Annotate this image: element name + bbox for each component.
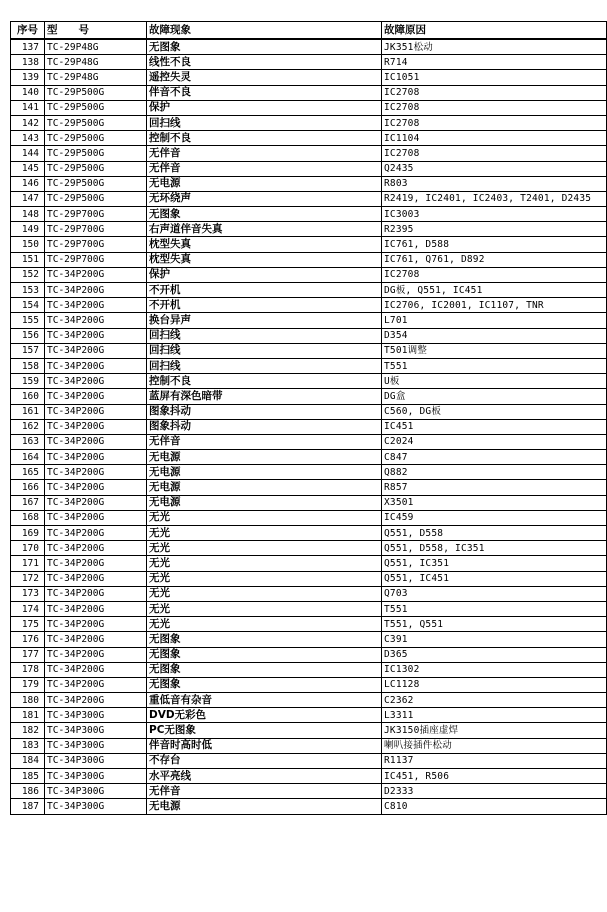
fault-symptom: 不开机 xyxy=(147,298,382,313)
fault-symptom: 无图象 xyxy=(147,662,382,677)
fault-symptom: 保护 xyxy=(147,267,382,282)
model-number: TC-29P500G xyxy=(45,161,147,176)
table-row xyxy=(11,784,607,799)
fault-symptom: 无图象 xyxy=(147,39,382,55)
fault-symptom: DVD无彩色 xyxy=(147,708,382,723)
table-row xyxy=(11,556,607,571)
model-number: TC-34P200G xyxy=(45,632,147,647)
table-row xyxy=(11,404,607,419)
model-number: TC-29P500G xyxy=(45,100,147,115)
row-index: 165 xyxy=(11,465,45,480)
fault-symptom: 水平亮线 xyxy=(147,769,382,784)
table-row xyxy=(11,541,607,556)
row-index: 182 xyxy=(11,723,45,738)
fault-cause: R2395 xyxy=(382,222,607,237)
fault-symptom: 无电源 xyxy=(147,176,382,191)
fault-symptom: 无光 xyxy=(147,617,382,632)
table-row xyxy=(11,753,607,768)
fault-cause: C810 xyxy=(382,799,607,814)
row-index: 185 xyxy=(11,769,45,784)
table-row xyxy=(11,389,607,404)
fault-symptom: 无图象 xyxy=(147,632,382,647)
fault-cause: D354 xyxy=(382,328,607,343)
fault-cause: IC3003 xyxy=(382,207,607,222)
fault-cause: IC459 xyxy=(382,510,607,525)
fault-cause: Q551, D558 xyxy=(382,526,607,541)
fault-symptom: 控制不良 xyxy=(147,131,382,146)
row-index: 151 xyxy=(11,252,45,267)
fault-symptom: 枕型失真 xyxy=(147,252,382,267)
header-model: 型 号 xyxy=(45,22,147,40)
table-row xyxy=(11,632,607,647)
table-row xyxy=(11,450,607,465)
fault-cause: R1137 xyxy=(382,753,607,768)
table-row xyxy=(11,769,607,784)
row-index: 160 xyxy=(11,389,45,404)
fault-cause: IC2708 xyxy=(382,267,607,282)
model-number: TC-34P200G xyxy=(45,328,147,343)
table-row xyxy=(11,207,607,222)
model-number: TC-29P48G xyxy=(45,39,147,55)
model-number: TC-29P500G xyxy=(45,146,147,161)
model-number: TC-34P200G xyxy=(45,662,147,677)
model-number: TC-29P48G xyxy=(45,55,147,70)
model-number: TC-34P200G xyxy=(45,556,147,571)
row-index: 172 xyxy=(11,571,45,586)
row-index: 166 xyxy=(11,480,45,495)
model-number: TC-29P700G xyxy=(45,252,147,267)
fault-symptom: 无光 xyxy=(147,510,382,525)
fault-symptom: 保护 xyxy=(147,100,382,115)
fault-symptom: 无光 xyxy=(147,556,382,571)
fault-symptom: 换台异声 xyxy=(147,313,382,328)
table-row xyxy=(11,161,607,176)
fault-symptom: 无图象 xyxy=(147,647,382,662)
row-index: 173 xyxy=(11,586,45,601)
row-index: 143 xyxy=(11,131,45,146)
row-index: 153 xyxy=(11,283,45,298)
row-index: 144 xyxy=(11,146,45,161)
row-index: 139 xyxy=(11,70,45,85)
fault-cause: Q2435 xyxy=(382,161,607,176)
fault-symptom: 无电源 xyxy=(147,799,382,814)
table-row xyxy=(11,298,607,313)
model-number: TC-29P48G xyxy=(45,70,147,85)
model-number: TC-34P200G xyxy=(45,374,147,389)
row-index: 178 xyxy=(11,662,45,677)
table-row xyxy=(11,146,607,161)
row-index: 179 xyxy=(11,677,45,692)
fault-cause: DG板, Q551, IC451 xyxy=(382,283,607,298)
fault-symptom: 无光 xyxy=(147,601,382,616)
table-row xyxy=(11,799,607,814)
fault-cause: T551 xyxy=(382,358,607,373)
fault-symptom: 控制不良 xyxy=(147,374,382,389)
fault-symptom: 无伴音 xyxy=(147,434,382,449)
row-index: 141 xyxy=(11,100,45,115)
row-index: 168 xyxy=(11,510,45,525)
model-number: TC-29P500G xyxy=(45,115,147,130)
table-row xyxy=(11,677,607,692)
fault-table xyxy=(10,21,607,815)
table-row xyxy=(11,328,607,343)
fault-cause: JK351松动 xyxy=(382,39,607,55)
row-index: 140 xyxy=(11,85,45,100)
table-row xyxy=(11,313,607,328)
fault-symptom: 重低音有杂音 xyxy=(147,693,382,708)
fault-cause: IC1302 xyxy=(382,662,607,677)
model-number: TC-34P200G xyxy=(45,495,147,510)
model-number: TC-34P300G xyxy=(45,799,147,814)
table-row xyxy=(11,131,607,146)
row-index: 149 xyxy=(11,222,45,237)
row-index: 138 xyxy=(11,55,45,70)
fault-symptom: 无图象 xyxy=(147,677,382,692)
table-row xyxy=(11,586,607,601)
fault-cause: LC1128 xyxy=(382,677,607,692)
table-row xyxy=(11,176,607,191)
model-number: TC-34P200G xyxy=(45,526,147,541)
header-index: 序号 xyxy=(11,22,45,40)
fault-symptom: 回扫线 xyxy=(147,358,382,373)
row-index: 164 xyxy=(11,450,45,465)
table-row xyxy=(11,267,607,282)
fault-cause: D2333 xyxy=(382,784,607,799)
fault-cause: IC1051 xyxy=(382,70,607,85)
row-index: 171 xyxy=(11,556,45,571)
row-index: 142 xyxy=(11,115,45,130)
fault-cause: Q703 xyxy=(382,586,607,601)
fault-cause: D365 xyxy=(382,647,607,662)
model-number: TC-34P200G xyxy=(45,404,147,419)
row-index: 174 xyxy=(11,601,45,616)
row-index: 169 xyxy=(11,526,45,541)
row-index: 137 xyxy=(11,39,45,55)
model-number: TC-29P500G xyxy=(45,176,147,191)
fault-symptom: 蓝屏有深色暗带 xyxy=(147,389,382,404)
table-row xyxy=(11,115,607,130)
row-index: 156 xyxy=(11,328,45,343)
row-index: 170 xyxy=(11,541,45,556)
fault-cause: IC2706, IC2001, IC1107, TNR xyxy=(382,298,607,313)
model-number: TC-34P200G xyxy=(45,541,147,556)
fault-symptom: 无电源 xyxy=(147,465,382,480)
model-number: TC-34P300G xyxy=(45,769,147,784)
table-row xyxy=(11,738,607,753)
fault-symptom: 伴音不良 xyxy=(147,85,382,100)
fault-cause: Q882 xyxy=(382,465,607,480)
fault-cause: IC761, Q761, D892 xyxy=(382,252,607,267)
fault-symptom: 伴音时高时低 xyxy=(147,738,382,753)
fault-cause: C2024 xyxy=(382,434,607,449)
fault-cause: DG盒 xyxy=(382,389,607,404)
fault-cause: C560, DG板 xyxy=(382,404,607,419)
fault-symptom: 回扫线 xyxy=(147,115,382,130)
table-row xyxy=(11,526,607,541)
model-number: TC-34P300G xyxy=(45,708,147,723)
fault-cause: IC761, D588 xyxy=(382,237,607,252)
fault-symptom: 无电源 xyxy=(147,450,382,465)
model-number: TC-34P200G xyxy=(45,465,147,480)
fault-symptom: 无电源 xyxy=(147,495,382,510)
fault-symptom: 图象抖动 xyxy=(147,404,382,419)
model-number: TC-29P500G xyxy=(45,85,147,100)
fault-cause: C2362 xyxy=(382,693,607,708)
fault-cause: IC2708 xyxy=(382,146,607,161)
model-number: TC-34P200G xyxy=(45,480,147,495)
fault-cause: 喇叭接插件松动 xyxy=(382,738,607,753)
fault-cause: Q551, IC451 xyxy=(382,571,607,586)
fault-symptom: PC无图象 xyxy=(147,723,382,738)
row-index: 147 xyxy=(11,191,45,206)
model-number: TC-34P300G xyxy=(45,784,147,799)
fault-symptom: 无伴音 xyxy=(147,161,382,176)
fault-cause: IC2708 xyxy=(382,85,607,100)
row-index: 187 xyxy=(11,799,45,814)
fault-cause: IC2708 xyxy=(382,100,607,115)
row-index: 175 xyxy=(11,617,45,632)
table-row xyxy=(11,85,607,100)
fault-symptom: 右声道伴音失真 xyxy=(147,222,382,237)
model-number: TC-34P200G xyxy=(45,693,147,708)
fault-symptom: 无伴音 xyxy=(147,146,382,161)
model-number: TC-34P200G xyxy=(45,617,147,632)
model-number: TC-34P200G xyxy=(45,267,147,282)
fault-symptom: 无环绕声 xyxy=(147,191,382,206)
model-number: TC-34P200G xyxy=(45,389,147,404)
fault-cause: R803 xyxy=(382,176,607,191)
fault-symptom: 无伴音 xyxy=(147,784,382,799)
table-row xyxy=(11,510,607,525)
fault-symptom: 回扫线 xyxy=(147,343,382,358)
model-number: TC-34P200G xyxy=(45,283,147,298)
fault-symptom: 线性不良 xyxy=(147,55,382,70)
row-index: 158 xyxy=(11,358,45,373)
fault-cause: X3501 xyxy=(382,495,607,510)
model-number: TC-34P200G xyxy=(45,450,147,465)
fault-cause: T501调整 xyxy=(382,343,607,358)
model-number: TC-34P300G xyxy=(45,753,147,768)
table-row xyxy=(11,70,607,85)
table-row xyxy=(11,374,607,389)
table-row xyxy=(11,419,607,434)
fault-cause: U板 xyxy=(382,374,607,389)
table-row xyxy=(11,723,607,738)
table-row xyxy=(11,480,607,495)
model-number: TC-34P200G xyxy=(45,601,147,616)
model-number: TC-29P700G xyxy=(45,207,147,222)
table-row xyxy=(11,252,607,267)
row-index: 159 xyxy=(11,374,45,389)
row-index: 154 xyxy=(11,298,45,313)
table-row xyxy=(11,39,607,55)
fault-cause: IC451 xyxy=(382,419,607,434)
fault-cause: C391 xyxy=(382,632,607,647)
fault-cause: Q551, D558, IC351 xyxy=(382,541,607,556)
row-index: 184 xyxy=(11,753,45,768)
table-row xyxy=(11,662,607,677)
row-index: 148 xyxy=(11,207,45,222)
table-row xyxy=(11,617,607,632)
model-number: TC-34P300G xyxy=(45,723,147,738)
table-row xyxy=(11,495,607,510)
row-index: 162 xyxy=(11,419,45,434)
fault-symptom: 枕型失真 xyxy=(147,237,382,252)
header-row xyxy=(11,22,607,40)
model-number: TC-34P200G xyxy=(45,510,147,525)
row-index: 150 xyxy=(11,237,45,252)
model-number: TC-34P200G xyxy=(45,343,147,358)
fault-symptom: 回扫线 xyxy=(147,328,382,343)
table-row xyxy=(11,222,607,237)
model-number: TC-29P500G xyxy=(45,131,147,146)
row-index: 181 xyxy=(11,708,45,723)
fault-cause: IC2708 xyxy=(382,115,607,130)
row-index: 157 xyxy=(11,343,45,358)
fault-symptom: 遥控失灵 xyxy=(147,70,382,85)
header-fault: 故障现象 xyxy=(147,22,382,40)
model-number: TC-34P200G xyxy=(45,571,147,586)
row-index: 152 xyxy=(11,267,45,282)
model-number: TC-34P200G xyxy=(45,419,147,434)
fault-cause: L3311 xyxy=(382,708,607,723)
fault-cause: R857 xyxy=(382,480,607,495)
table-row xyxy=(11,571,607,586)
row-index: 183 xyxy=(11,738,45,753)
header-cause: 故障原因 xyxy=(382,22,607,40)
fault-symptom: 无电源 xyxy=(147,480,382,495)
table-body xyxy=(11,39,607,814)
table-row xyxy=(11,237,607,252)
row-index: 146 xyxy=(11,176,45,191)
model-number: TC-29P700G xyxy=(45,237,147,252)
fault-cause: T551, Q551 xyxy=(382,617,607,632)
table-row xyxy=(11,434,607,449)
row-index: 186 xyxy=(11,784,45,799)
fault-cause: T551 xyxy=(382,601,607,616)
model-number: TC-34P300G xyxy=(45,738,147,753)
table-row xyxy=(11,693,607,708)
table-row xyxy=(11,191,607,206)
model-number: TC-34P200G xyxy=(45,586,147,601)
fault-symptom: 不存台 xyxy=(147,753,382,768)
model-number: TC-29P500G xyxy=(45,191,147,206)
table-row xyxy=(11,343,607,358)
model-number: TC-34P200G xyxy=(45,677,147,692)
fault-symptom: 图象抖动 xyxy=(147,419,382,434)
model-number: TC-34P200G xyxy=(45,434,147,449)
fault-symptom: 无光 xyxy=(147,526,382,541)
model-number: TC-29P700G xyxy=(45,222,147,237)
fault-cause: IC451, R506 xyxy=(382,769,607,784)
table-row xyxy=(11,100,607,115)
fault-cause: Q551, IC351 xyxy=(382,556,607,571)
model-number: TC-34P200G xyxy=(45,647,147,662)
fault-symptom: 无光 xyxy=(147,586,382,601)
fault-symptom: 无光 xyxy=(147,541,382,556)
row-index: 180 xyxy=(11,693,45,708)
fault-symptom: 无图象 xyxy=(147,207,382,222)
model-number: TC-34P200G xyxy=(45,358,147,373)
fault-cause: R714 xyxy=(382,55,607,70)
fault-symptom: 无光 xyxy=(147,571,382,586)
table-row xyxy=(11,358,607,373)
table-row xyxy=(11,647,607,662)
row-index: 145 xyxy=(11,161,45,176)
row-index: 176 xyxy=(11,632,45,647)
fault-cause: C847 xyxy=(382,450,607,465)
fault-cause: JK3150插座虚焊 xyxy=(382,723,607,738)
model-number: TC-34P200G xyxy=(45,313,147,328)
table-row xyxy=(11,465,607,480)
row-index: 163 xyxy=(11,434,45,449)
table-row xyxy=(11,55,607,70)
fault-cause: R2419, IC2401, IC2403, T2401, D2435 xyxy=(382,191,607,206)
row-index: 167 xyxy=(11,495,45,510)
table-row xyxy=(11,708,607,723)
row-index: 155 xyxy=(11,313,45,328)
model-number: TC-34P200G xyxy=(45,298,147,313)
fault-symptom: 不开机 xyxy=(147,283,382,298)
fault-cause: IC1104 xyxy=(382,131,607,146)
table-row xyxy=(11,283,607,298)
row-index: 177 xyxy=(11,647,45,662)
table-row xyxy=(11,601,607,616)
row-index: 161 xyxy=(11,404,45,419)
fault-cause: L701 xyxy=(382,313,607,328)
